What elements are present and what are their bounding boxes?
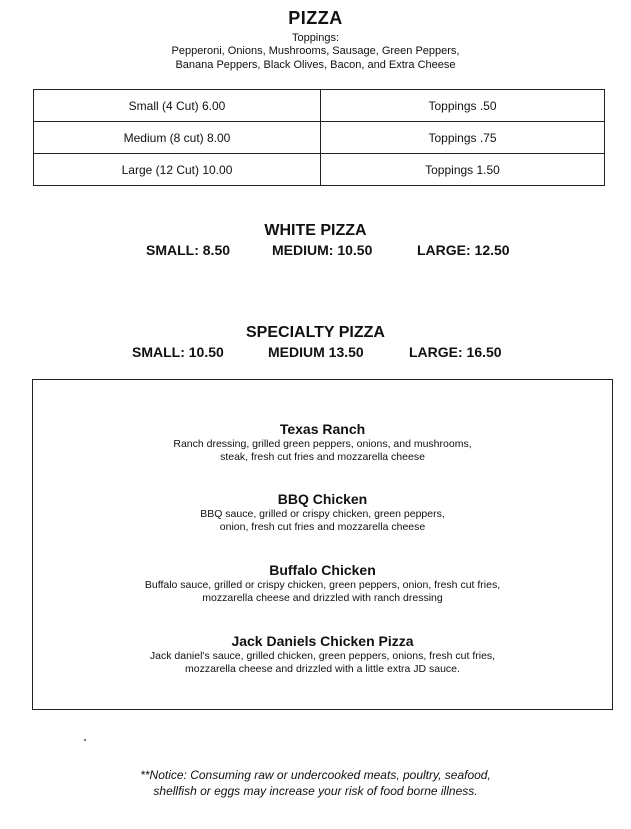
menu-item-name: Texas Ranch [279, 421, 366, 437]
topping-price-cell: Toppings .50 [321, 90, 605, 122]
menu-item-description: mozzarella cheese and drizzled with a little extra JD sauce. [185, 663, 460, 675]
scan-speck [84, 739, 86, 741]
food-safety-notice: **Notice: Consuming raw or undercooked meats, poultry, seafood, [140, 768, 491, 782]
specialty-pizza-title: SPECIALTY PIZZA [246, 324, 385, 341]
menu-item [33, 633, 612, 676]
specialty-small-price: SMALL: 10.50 [132, 344, 224, 360]
food-safety-notice: shellfish or eggs may increase your risk of food borne illness. [153, 784, 478, 798]
menu-item-description: Jack daniel's sauce, grilled chicken, green peppers, onions, fresh cut fries, [149, 650, 496, 662]
menu-item-name: Buffalo Chicken [269, 562, 376, 578]
specialty-menu-box [32, 379, 613, 710]
white-medium-price: MEDIUM: 10.50 [272, 242, 373, 258]
menu-item [33, 491, 612, 534]
topping-price-cell: Toppings .75 [321, 122, 605, 154]
pizza-size-table [33, 89, 605, 186]
menu-item-description: Ranch dressing, grilled green peppers, onions, and mushrooms, [173, 438, 472, 450]
menu-item-name: Jack Daniels Chicken Pizza [231, 633, 414, 649]
menu-item [33, 421, 612, 464]
specialty-pizza-prices [0, 344, 631, 364]
menu-item-description: mozzarella cheese and drizzled with ranch dressing [202, 592, 443, 604]
menu-item-description: onion, fresh cut fries and mozzarella cheese [219, 521, 426, 533]
toppings-list-line: Banana Peppers, Black Olives, Bacon, and Extra Cheese [175, 59, 456, 71]
size-price-cell: Large (12 Cut) 10.00 [34, 154, 321, 186]
topping-price-cell: Toppings 1.50 [321, 154, 605, 186]
white-pizza-prices [0, 242, 631, 262]
toppings-list-line: Pepperoni, Onions, Mushrooms, Sausage, Green Peppers, [171, 45, 460, 57]
specialty-medium-price: MEDIUM 13.50 [268, 344, 364, 360]
table-row [34, 154, 605, 186]
toppings-label: Toppings: [291, 32, 340, 44]
menu-item-description: BBQ sauce, grilled or crispy chicken, green peppers, [200, 508, 445, 520]
menu-item [33, 562, 612, 605]
menu-item-name: BBQ Chicken [277, 491, 368, 507]
pizza-title: PIZZA [288, 8, 343, 28]
white-small-price: SMALL: 8.50 [146, 242, 231, 258]
menu-item-description: Buffalo sauce, grilled or crispy chicken, green peppers, onion, fresh cut fries, [144, 579, 501, 591]
specialty-large-price: LARGE: 16.50 [409, 344, 502, 360]
menu-item-description: steak, fresh cut fries and mozzarella cheese [220, 451, 425, 463]
table-row [34, 90, 605, 122]
size-price-cell: Small (4 Cut) 6.00 [34, 90, 321, 122]
size-price-cell: Medium (8 cut) 8.00 [34, 122, 321, 154]
table-row [34, 122, 605, 154]
white-large-price: LARGE: 12.50 [417, 242, 510, 258]
white-pizza-title: WHITE PIZZA [264, 222, 367, 239]
